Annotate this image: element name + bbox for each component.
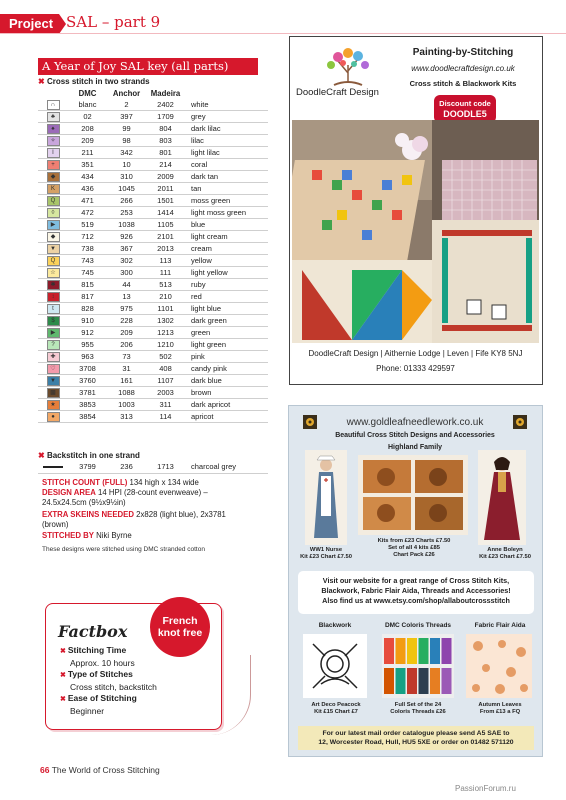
anchor-cell: 73 <box>107 351 146 363</box>
dmc-cell: 3760 <box>68 375 107 387</box>
column-header: Anchor <box>112 89 141 98</box>
dmc-cell: 910 <box>68 315 107 327</box>
stitch-symbol-icon: ▶ <box>47 220 60 230</box>
madeira-cell: 2013 <box>146 243 185 255</box>
autumn-leaves-caption: Autumn Leaves From £13 a FQ <box>478 702 522 715</box>
anne-boleyn-caption: Anne Boleyn Kit £23 Chart £7.50 <box>479 547 531 560</box>
table-row <box>38 99 268 111</box>
color-name-cell: dark green <box>185 315 268 327</box>
ad2-subtitle: Beautiful Cross Stitch Designs and Accessories <box>335 432 495 439</box>
madeira-cell: 1213 <box>146 327 185 339</box>
stitch-symbol-icon: ◆ <box>47 232 60 242</box>
table-row <box>38 399 268 411</box>
table-row <box>38 147 268 159</box>
anchor-cell: 161 <box>107 375 146 387</box>
backstitch-line-icon <box>38 462 68 473</box>
symbol-cell <box>38 135 68 147</box>
discount-badge: Discount code DOODLE5 <box>434 95 496 123</box>
extra-skeins: EXTRA SKEINS NEEDED 2x828 (light blue), 2x3781 (brown) <box>42 510 226 529</box>
symbol-cell <box>38 387 68 399</box>
column-header <box>38 88 68 99</box>
color-name-cell: light moss green <box>185 207 268 219</box>
table-row <box>38 255 268 267</box>
dmc-cell: 434 <box>68 171 107 183</box>
symbol-cell <box>38 195 68 207</box>
madeira-cell: 1302 <box>146 315 185 327</box>
coloris-threads-image <box>382 634 454 698</box>
anchor-cell: 1003 <box>107 399 146 411</box>
anchor-cell: 13 <box>107 291 146 303</box>
anchor-cell: 300 <box>107 267 146 279</box>
table-row <box>38 375 268 387</box>
symbol-cell <box>38 159 68 171</box>
dmc-cell: 209 <box>68 135 107 147</box>
stitch-symbol-icon: ▶ <box>47 328 60 338</box>
color-name-cell: tan <box>185 183 268 195</box>
highland-cattle-image <box>358 455 468 535</box>
stitch-symbol-icon: ♠ <box>47 124 60 134</box>
madeira-cell: 1210 <box>146 339 185 351</box>
table-row <box>38 267 268 279</box>
table-row <box>38 219 268 231</box>
stitch-symbol-icon: ▼ <box>47 244 60 254</box>
dmc-cell: 815 <box>68 279 107 291</box>
color-name-cell: red <box>185 291 268 303</box>
symbol-cell <box>38 303 68 315</box>
color-name-cell: moss green <box>185 195 268 207</box>
table-row <box>38 351 268 363</box>
table-row <box>38 159 268 171</box>
etsy-link[interactable]: Also find us at www.etsy.com/shop/allaboutcrossstitch <box>322 596 510 605</box>
dmc-cell: 3708 <box>68 363 107 375</box>
table-row <box>38 111 268 123</box>
stitch-symbol-icon: K <box>47 184 60 194</box>
color-name-cell: light green <box>185 339 268 351</box>
color-name-cell: dark tan <box>185 171 268 183</box>
stitch-count: STITCH COUNT (FULL) 134 high x 134 wide <box>42 478 199 487</box>
symbol-cell <box>38 315 68 327</box>
stitch-symbol-icon: ◊ <box>47 208 60 218</box>
anchor-cell: 310 <box>107 171 146 183</box>
ww1-nurse-image <box>305 450 347 545</box>
anchor-cell: 31 <box>107 363 146 375</box>
table-row <box>38 327 268 339</box>
peacock-caption: Art Deco Peacock Kit £15 Chart £7 <box>311 702 361 715</box>
highland-caption: Kits from £23 Charts £7.50 Set of all 4 kits £85 Chart Pack £26 <box>377 538 451 558</box>
table-row <box>38 135 268 147</box>
color-name-cell: coral <box>185 159 268 171</box>
anchor-cell: 236 <box>107 462 146 473</box>
factbox-item-head: ✖ Type of Stitches <box>60 669 190 682</box>
madeira-cell: 1107 <box>146 375 185 387</box>
factbox-list <box>60 645 190 717</box>
color-name-cell: light blue <box>185 303 268 315</box>
dmc-cell: 211 <box>68 147 107 159</box>
ww1-nurse-caption: WW1 Nurse Kit £23 Chart £7.50 <box>300 547 352 560</box>
color-name-cell: candy pink <box>185 363 268 375</box>
symbol-cell <box>38 99 68 111</box>
stitch-symbol-icon: ● <box>47 412 60 422</box>
madeira-cell: 113 <box>146 255 185 267</box>
ad2-url[interactable]: www.goldleafneedlework.co.uk <box>346 417 484 428</box>
kit-photo-collage <box>292 120 539 343</box>
color-name-cell: green <box>185 327 268 339</box>
fabric-flair-heading: Fabric Flair Aida <box>474 622 526 629</box>
table-row <box>38 339 268 351</box>
table-row <box>38 243 268 255</box>
symbol-cell <box>38 327 68 339</box>
anchor-cell: 266 <box>107 195 146 207</box>
madeira-cell: 2011 <box>146 183 185 195</box>
table-row <box>38 303 268 315</box>
design-area: DESIGN AREA 14 HPI (28-count evenweave) – 24.5x24.5cm (9½x9½in) <box>42 488 208 507</box>
anchor-cell: 44 <box>107 279 146 291</box>
symbol-cell <box>38 363 68 375</box>
table-row <box>38 207 268 219</box>
dmc-cell: 208 <box>68 123 107 135</box>
stitched-by: STITCHED BY Niki Byrne <box>42 531 132 540</box>
madeira-cell: 1501 <box>146 195 185 207</box>
color-name-cell: lilac <box>185 135 268 147</box>
dmc-note: These designs were stitched using DMC stranded cotton <box>42 546 205 553</box>
thread-key-table <box>38 88 268 423</box>
dmc-cell: 955 <box>68 339 107 351</box>
stitch-symbol-icon: ☆ <box>47 268 60 278</box>
symbol-cell <box>38 339 68 351</box>
symbol-cell <box>38 411 68 423</box>
stitch-symbol-icon: ◆ <box>47 172 60 182</box>
key-title: A Year of Joy SAL key (all parts) <box>38 58 258 75</box>
color-name-cell: dark apricot <box>185 399 268 411</box>
factbox-item-value: Cross stitch, backstitch <box>70 681 157 692</box>
dmc-cell: 712 <box>68 231 107 243</box>
madeira-cell: 1414 <box>146 207 185 219</box>
table-header-row <box>38 88 268 99</box>
coloris-heading: DMC Coloris Threads <box>384 622 452 629</box>
website-banner: Visit our website for a great range of Cross Stitch Kits, Blackwork, Fabric Flair Aida, Threads and Accessories! Also find us at www.etsy.com/shop/allaboutcrossstitch <box>298 571 534 614</box>
anchor-cell: 209 <box>107 327 146 339</box>
madeira-cell: 1713 <box>146 462 185 473</box>
dmc-cell: 471 <box>68 195 107 207</box>
stitch-symbol-icon: ♣ <box>47 112 60 122</box>
dmc-cell: 3853 <box>68 399 107 411</box>
table-row <box>38 411 268 423</box>
anchor-cell: 302 <box>107 255 146 267</box>
dmc-cell: 963 <box>68 351 107 363</box>
table-row <box>38 195 268 207</box>
dmc-cell: 436 <box>68 183 107 195</box>
color-name-cell: apricot <box>185 411 268 423</box>
ad1-url[interactable]: www.doodlecraftdesign.co.uk <box>411 64 515 73</box>
table-row <box>38 279 268 291</box>
table-row <box>38 315 268 327</box>
header-divider <box>0 33 566 34</box>
section-tag: Project <box>0 14 59 34</box>
stitch-symbol-icon: ? <box>47 340 60 350</box>
stitch-symbol-icon: ✧ <box>47 136 60 146</box>
backstitch-table <box>38 462 268 474</box>
madeira-cell: 111 <box>146 267 185 279</box>
symbol-cell <box>38 231 68 243</box>
madeira-cell: 801 <box>146 147 185 159</box>
anchor-cell: 975 <box>107 303 146 315</box>
madeira-cell: 408 <box>146 363 185 375</box>
anchor-cell: 1088 <box>107 387 146 399</box>
dmc-cell: blanc <box>68 99 107 111</box>
madeira-cell: 1709 <box>146 111 185 123</box>
stitch-symbol-icon: Q <box>47 256 60 266</box>
dmc-cell: 912 <box>68 327 107 339</box>
symbol-cell <box>38 399 68 411</box>
stitch-symbol-icon: ▼ <box>47 376 60 386</box>
table-row <box>38 183 268 195</box>
madeira-cell: 214 <box>146 159 185 171</box>
symbol-cell <box>38 243 68 255</box>
dmc-cell: 738 <box>68 243 107 255</box>
table-row <box>38 363 268 375</box>
anchor-cell: 206 <box>107 339 146 351</box>
anchor-cell: 313 <box>107 411 146 423</box>
color-name-cell: dark lilac <box>185 123 268 135</box>
madeira-cell: 114 <box>146 411 185 423</box>
stitch-symbol-icon: ✱ <box>47 280 60 290</box>
stitch-symbol-icon: + <box>47 160 60 170</box>
anchor-cell: 99 <box>107 123 146 135</box>
color-name-cell: cream <box>185 243 268 255</box>
cross-stitch-heading: ✖ Cross stitch in two strands <box>38 77 150 86</box>
color-name-cell: blue <box>185 219 268 231</box>
stitch-symbol-icon: t <box>47 304 60 314</box>
madeira-cell: 2402 <box>146 99 185 111</box>
symbol-cell <box>38 183 68 195</box>
dmc-cell: 3799 <box>68 462 107 473</box>
symbol-cell <box>38 291 68 303</box>
anchor-cell: 342 <box>107 147 146 159</box>
factbox-item-value: Approx. 10 hours <box>70 657 135 668</box>
table-row <box>38 387 268 399</box>
anchor-cell: 253 <box>107 207 146 219</box>
stitch-symbol-icon: ↕ <box>47 292 60 302</box>
symbol-cell <box>38 267 68 279</box>
autumn-leaves-image <box>466 634 532 698</box>
symbol-cell <box>38 279 68 291</box>
stitch-symbol-icon: I <box>47 148 60 158</box>
cross-icon: ✖ <box>38 451 45 460</box>
stitch-symbol-icon: ∩ <box>47 100 60 110</box>
stitch-symbol-icon: Q <box>47 196 60 206</box>
anchor-cell: 367 <box>107 243 146 255</box>
stitch-symbol-icon: ♡ <box>47 364 60 374</box>
stitch-symbol-icon: ✚ <box>47 352 60 362</box>
madeira-cell: 1101 <box>146 303 185 315</box>
dmc-cell: 817 <box>68 291 107 303</box>
stitch-symbol-icon: ▩ <box>47 388 60 398</box>
column-header: DMC <box>78 89 97 98</box>
dmc-cell: 3854 <box>68 411 107 423</box>
dmc-cell: 743 <box>68 255 107 267</box>
table-row <box>38 231 268 243</box>
coloris-caption: Full Set of the 24 Coloris Threads £26 <box>390 702 446 715</box>
symbol-cell <box>38 255 68 267</box>
stitch-symbol-icon: ★ <box>47 400 60 410</box>
table-row <box>38 462 268 473</box>
color-name-cell: pink <box>185 351 268 363</box>
color-name-cell: light yellow <box>185 267 268 279</box>
symbol-cell <box>38 147 68 159</box>
doodlecraft-brand: DoodleCraft Design <box>296 87 379 98</box>
symbol-cell <box>38 123 68 135</box>
madeira-cell: 2009 <box>146 171 185 183</box>
madeira-cell: 803 <box>146 135 185 147</box>
color-name-cell: yellow <box>185 255 268 267</box>
cross-icon: ✖ <box>38 77 45 86</box>
anchor-cell: 397 <box>107 111 146 123</box>
symbol-cell <box>38 375 68 387</box>
madeira-cell: 2101 <box>146 231 185 243</box>
color-name-cell: ruby <box>185 279 268 291</box>
madeira-cell: 2003 <box>146 387 185 399</box>
french-knot-badge: French knot free <box>150 597 210 657</box>
symbol-cell <box>38 351 68 363</box>
blackwork-peacock-image <box>303 634 367 698</box>
anchor-cell: 1038 <box>107 219 146 231</box>
dmc-cell: 3781 <box>68 387 107 399</box>
color-name-cell: grey <box>185 111 268 123</box>
table-row <box>38 171 268 183</box>
color-name-cell: light lilac <box>185 147 268 159</box>
color-name-cell: brown <box>185 387 268 399</box>
page-footer: 66 The World of Cross Stitching <box>40 765 160 775</box>
column-header: Madeira <box>150 89 181 98</box>
dmc-cell: 02 <box>68 111 107 123</box>
color-name-cell: light cream <box>185 231 268 243</box>
section-title: SAL – part 9 <box>66 13 161 31</box>
madeira-cell: 804 <box>146 123 185 135</box>
ad1-phone: Phone: 01333 429597 <box>376 364 455 373</box>
madeira-cell: 210 <box>146 291 185 303</box>
color-name-cell: white <box>185 99 268 111</box>
factbox-item-value: Beginner <box>70 705 105 716</box>
madeira-cell: 513 <box>146 279 185 291</box>
dmc-cell: 828 <box>68 303 107 315</box>
color-name-cell: dark blue <box>185 375 268 387</box>
dmc-cell: 351 <box>68 159 107 171</box>
anchor-cell: 228 <box>107 315 146 327</box>
madeira-cell: 311 <box>146 399 185 411</box>
mail-order-footer: For our latest mail order catalogue please send A5 SAE to 12, Worcester Road, Hull, HU5 5XE or order on 01482 571120 <box>298 726 534 750</box>
color-name-cell: charcoal grey <box>185 462 268 473</box>
anchor-cell: 2 <box>107 99 146 111</box>
table-row <box>38 123 268 135</box>
table-row <box>38 291 268 303</box>
thread-decoration <box>190 655 251 735</box>
anchor-cell: 98 <box>107 135 146 147</box>
blackwork-heading: Blackwork <box>318 622 352 629</box>
symbol-cell <box>38 171 68 183</box>
ad1-headline: Painting-by-Stitching <box>412 47 514 58</box>
anchor-cell: 1045 <box>107 183 146 195</box>
symbol-cell <box>38 111 68 123</box>
dmc-cell: 519 <box>68 219 107 231</box>
ad1-address: DoodleCraft Design | Aithernie Lodge | Leven | Fife KY8 5NJ <box>308 349 523 358</box>
anchor-cell: 926 <box>107 231 146 243</box>
highland-family-label: Highland Family <box>387 444 443 451</box>
dmc-cell: 745 <box>68 267 107 279</box>
factbox-item-head: ✖ Ease of Stitching <box>60 693 190 706</box>
factbox-item-head: ✖ Stitching Time <box>60 645 190 658</box>
anchor-cell: 10 <box>107 159 146 171</box>
backstitch-heading: ✖ Backstitch in one strand <box>38 451 140 460</box>
watermark: PassionForum.ru <box>455 784 516 793</box>
column-header <box>185 88 268 99</box>
symbol-cell <box>38 207 68 219</box>
factbox-title: Factbox <box>58 622 128 641</box>
dmc-cell: 472 <box>68 207 107 219</box>
symbol-cell <box>38 219 68 231</box>
anne-boleyn-image <box>478 450 526 545</box>
stitch-symbol-icon: $ <box>47 316 60 326</box>
ad1-subtitle: Cross stitch & Blackwork Kits <box>409 79 517 88</box>
madeira-cell: 502 <box>146 351 185 363</box>
madeira-cell: 1105 <box>146 219 185 231</box>
